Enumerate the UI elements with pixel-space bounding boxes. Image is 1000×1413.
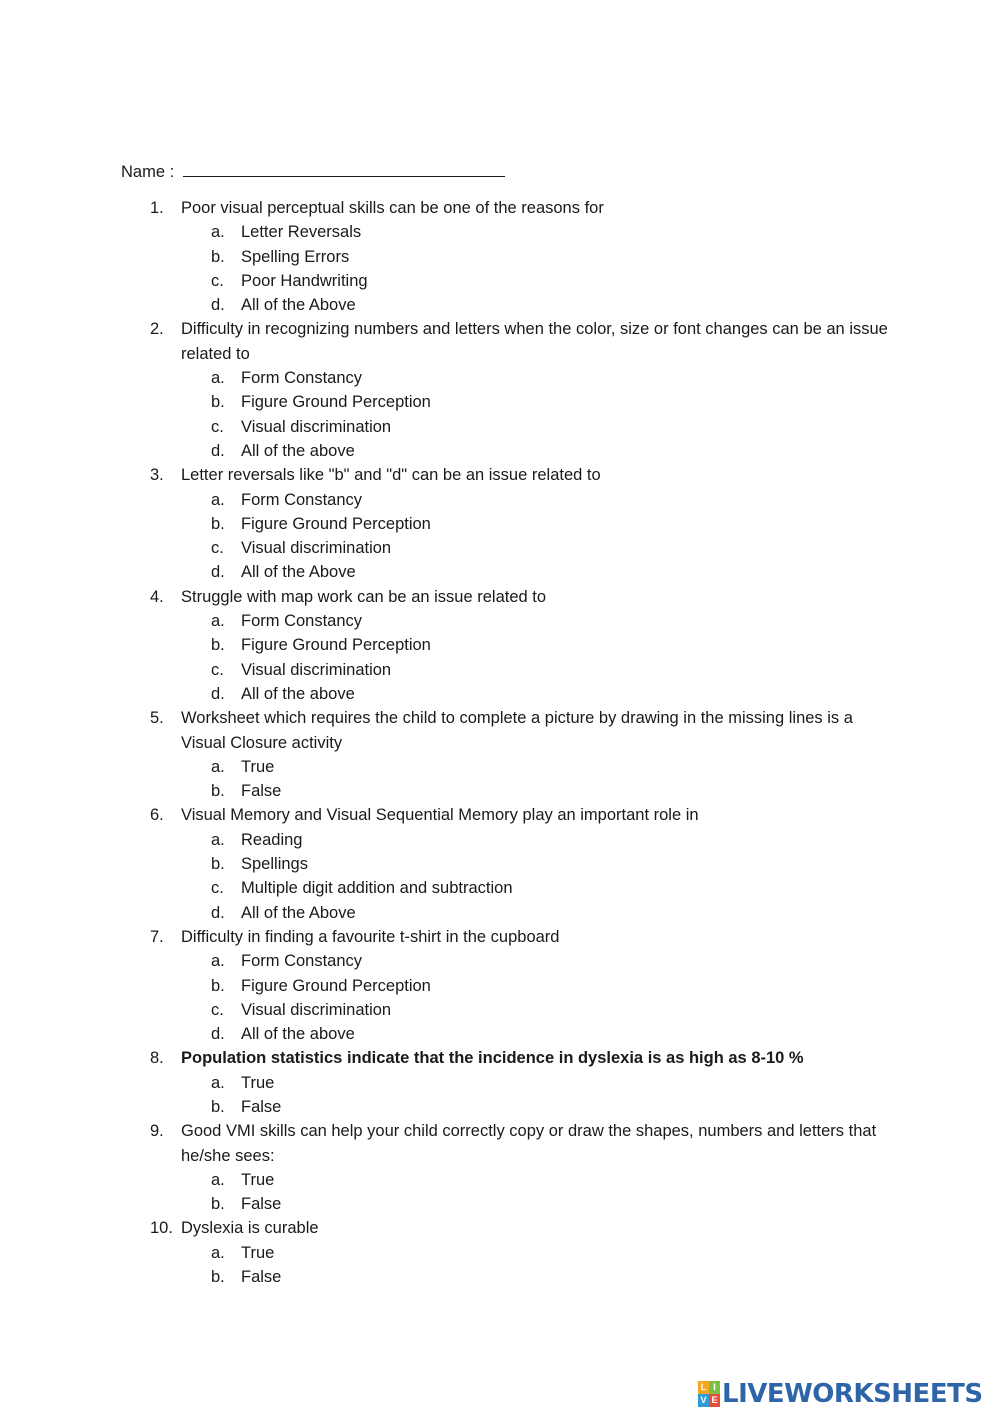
- question-text: Difficulty in finding a favourite t-shirt in the cupboard: [181, 927, 560, 946]
- option-letter: d.: [211, 903, 225, 922]
- option-text: All of the Above: [241, 903, 356, 922]
- answer-option[interactable]: [211, 293, 890, 317]
- option-letter: b.: [211, 782, 225, 801]
- option-text: Multiple digit addition and subtraction: [241, 879, 513, 898]
- option-letter: a.: [211, 952, 225, 971]
- question-item: [150, 925, 890, 1046]
- question-text: Struggle with map work can be an issue related to: [181, 587, 547, 606]
- answer-option[interactable]: [211, 901, 890, 925]
- option-text: All of the above: [241, 684, 355, 703]
- option-list: [181, 609, 890, 706]
- name-label: Name :: [121, 163, 175, 181]
- option-text: All of the above: [241, 441, 355, 460]
- option-text: Form Constancy: [241, 369, 363, 388]
- question-number: 3.: [150, 466, 164, 485]
- answer-option[interactable]: [211, 755, 890, 779]
- option-text: True: [241, 1243, 275, 1262]
- question-number: 4.: [150, 587, 164, 606]
- answer-option[interactable]: [211, 1265, 890, 1289]
- option-letter: c.: [211, 879, 224, 898]
- question-text: Letter reversals like "b" and "d" can be an issue related to: [181, 466, 601, 485]
- option-letter: a.: [211, 612, 225, 631]
- answer-option[interactable]: [211, 682, 890, 706]
- option-letter: a.: [211, 369, 225, 388]
- option-text: Visual discrimination: [241, 660, 392, 679]
- option-list: [181, 1168, 890, 1217]
- option-letter: d.: [211, 296, 225, 315]
- question-number: 6.: [150, 806, 164, 825]
- option-text: Spellings: [241, 855, 308, 874]
- liveworksheets-icon: [698, 1381, 720, 1407]
- answer-option[interactable]: [211, 536, 890, 560]
- option-letter: a.: [211, 223, 225, 242]
- option-text: False: [241, 1097, 282, 1116]
- option-text: False: [241, 1195, 282, 1214]
- option-list: [181, 220, 890, 317]
- option-text: All of the Above: [241, 563, 356, 582]
- question-item: [150, 196, 890, 317]
- question-item: [150, 1119, 890, 1216]
- option-letter: c.: [211, 539, 224, 558]
- logo-tile: I: [709, 1381, 720, 1394]
- option-text: Visual discrimination: [241, 539, 392, 558]
- question-item: [150, 1046, 890, 1119]
- option-letter: b.: [211, 1195, 225, 1214]
- answer-option[interactable]: [211, 1022, 890, 1046]
- option-letter: c.: [211, 1000, 224, 1019]
- option-letter: d.: [211, 563, 225, 582]
- option-letter: d.: [211, 441, 225, 460]
- option-letter: a.: [211, 1073, 225, 1092]
- answer-option[interactable]: [211, 1095, 890, 1119]
- question-number: 2.: [150, 320, 164, 339]
- question-text: Population statistics indicate that the incidence in dyslexia is as high as 8-10 %: [181, 1049, 804, 1068]
- answer-option[interactable]: [211, 1168, 890, 1192]
- answer-option[interactable]: [211, 439, 890, 463]
- answer-option[interactable]: [211, 852, 890, 876]
- question-number: 9.: [150, 1122, 164, 1141]
- answer-option[interactable]: [211, 269, 890, 293]
- option-list: [181, 366, 890, 463]
- option-text: All of the Above: [241, 296, 356, 315]
- option-letter: a.: [211, 1243, 225, 1262]
- logo-tile: L: [698, 1381, 709, 1394]
- answer-option[interactable]: [211, 512, 890, 536]
- option-text: Visual discrimination: [241, 417, 392, 436]
- question-item: [150, 463, 890, 584]
- answer-option[interactable]: [211, 1241, 890, 1265]
- option-letter: d.: [211, 1025, 225, 1044]
- answer-option[interactable]: [211, 366, 890, 390]
- question-text: Visual Memory and Visual Sequential Memory play an important role in: [181, 806, 699, 825]
- option-list: [181, 755, 890, 804]
- option-letter: b.: [211, 855, 225, 874]
- option-letter: b.: [211, 976, 225, 995]
- question-text: Dyslexia is curable: [181, 1219, 319, 1238]
- option-list: [181, 488, 890, 585]
- answer-option[interactable]: [211, 488, 890, 512]
- answer-option[interactable]: [211, 560, 890, 584]
- question-number: 10.: [150, 1219, 173, 1238]
- answer-option[interactable]: [211, 658, 890, 682]
- liveworksheets-logo: [698, 1378, 983, 1410]
- answer-option[interactable]: [211, 1071, 890, 1095]
- logo-tile: E: [709, 1394, 720, 1407]
- option-letter: b.: [211, 514, 225, 533]
- answer-option[interactable]: [211, 828, 890, 852]
- question-item: [150, 317, 890, 463]
- question-item: [150, 1216, 890, 1289]
- option-letter: c.: [211, 660, 224, 679]
- option-text: Visual discrimination: [241, 1000, 392, 1019]
- option-text: False: [241, 782, 282, 801]
- question-number: 7.: [150, 927, 164, 946]
- option-text: Reading: [241, 830, 303, 849]
- answer-option[interactable]: [211, 415, 890, 439]
- answer-option[interactable]: [211, 1192, 890, 1216]
- option-text: Form Constancy: [241, 952, 363, 971]
- brand-text: LIVEWORKSHEETS: [722, 1379, 983, 1409]
- option-text: True: [241, 757, 275, 776]
- option-text: Figure Ground Perception: [241, 393, 431, 412]
- option-letter: b.: [211, 247, 225, 266]
- option-text: Form Constancy: [241, 612, 363, 631]
- option-text: Figure Ground Perception: [241, 514, 431, 533]
- answer-option[interactable]: [211, 949, 890, 973]
- option-list: [181, 828, 890, 925]
- answer-option[interactable]: [211, 998, 890, 1022]
- option-text: All of the above: [241, 1025, 355, 1044]
- answer-option[interactable]: [211, 609, 890, 633]
- question-number: 8.: [150, 1049, 164, 1068]
- option-letter: b.: [211, 393, 225, 412]
- option-list: [181, 1071, 890, 1120]
- question-number: 1.: [150, 199, 164, 217]
- question-list: [150, 196, 890, 1289]
- option-text: Figure Ground Perception: [241, 636, 431, 655]
- option-letter: a.: [211, 1170, 225, 1189]
- answer-option[interactable]: [211, 633, 890, 657]
- answer-option[interactable]: [211, 974, 890, 998]
- option-letter: a.: [211, 757, 225, 776]
- option-text: Letter Reversals: [241, 223, 362, 242]
- question-text: Difficulty in recognizing numbers and letters when the color, size or font changes can be an issue related to: [181, 320, 888, 363]
- answer-option[interactable]: [211, 876, 890, 900]
- option-text: Form Constancy: [241, 490, 363, 509]
- question-text: Good VMI skills can help your child correctly copy or draw the shapes, numbers and letters that he/she sees:: [181, 1122, 877, 1165]
- name-field-row: [121, 158, 505, 184]
- question-item: [150, 803, 890, 924]
- option-text: True: [241, 1170, 275, 1189]
- answer-option[interactable]: [211, 245, 890, 269]
- option-text: Spelling Errors: [241, 247, 350, 266]
- option-letter: a.: [211, 830, 225, 849]
- option-letter: b.: [211, 636, 225, 655]
- answer-option[interactable]: [211, 779, 890, 803]
- question-item: [150, 585, 890, 706]
- option-list: [181, 1241, 890, 1290]
- question-text: Poor visual perceptual skills can be one of the reasons for: [181, 199, 604, 217]
- question-text: Worksheet which requires the child to complete a picture by drawing in the missing lines is a Visual Closure activity: [181, 709, 853, 752]
- option-text: False: [241, 1268, 282, 1287]
- answer-option[interactable]: [211, 390, 890, 414]
- option-list: [181, 949, 890, 1046]
- question-number: 5.: [150, 709, 164, 728]
- logo-tile: V: [698, 1394, 709, 1407]
- question-item: [150, 706, 890, 803]
- option-letter: d.: [211, 684, 225, 703]
- option-text: True: [241, 1073, 275, 1092]
- option-letter: b.: [211, 1097, 225, 1116]
- option-letter: c.: [211, 271, 224, 290]
- name-input-line[interactable]: [183, 158, 505, 177]
- option-text: Poor Handwriting: [241, 271, 368, 290]
- option-letter: b.: [211, 1268, 225, 1287]
- option-letter: c.: [211, 417, 224, 436]
- option-letter: a.: [211, 490, 225, 509]
- answer-option[interactable]: [211, 220, 890, 244]
- option-text: Figure Ground Perception: [241, 976, 431, 995]
